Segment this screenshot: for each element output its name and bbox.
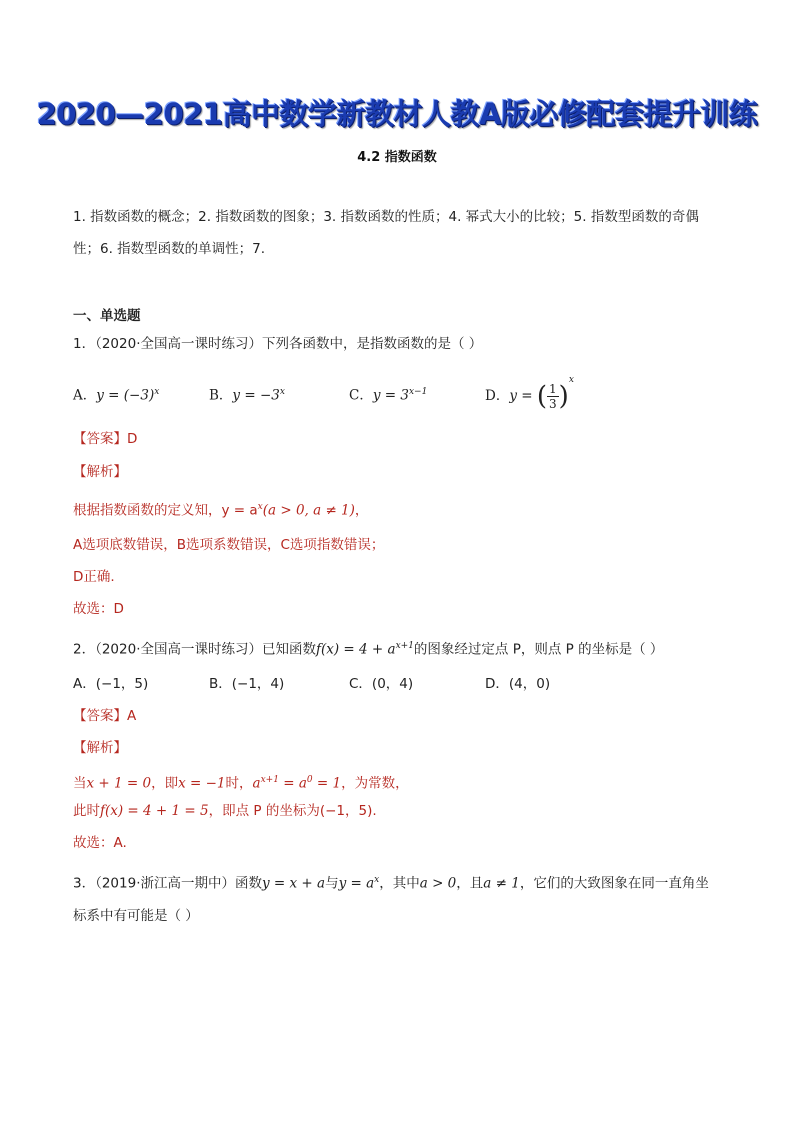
q2-option-b: B．(−1，4) <box>209 676 285 692</box>
q1-answer: 【答案】D <box>73 431 138 447</box>
q1-option-d: D．y = ( $\frac{1}{3})^x$ <box>485 375 574 412</box>
q2-stem: 2．（2020·全国高一课时练习）已知函数$f(x) = 4 + a^{x+1}$的图象经过定点 P，则点 P 的坐标是（ ） <box>73 641 664 658</box>
q1-analysis-label: 【解析】 <box>73 464 127 480</box>
page-title: 2020—2021高中数学新教材人教A版必修配套提升训练 <box>36 97 758 131</box>
q1-analysis-line-1: 根据指数函数的定义知，$y = a^x(a > 0$, a ≠ 1)， <box>73 502 369 519</box>
q2-analysis-label: 【解析】 <box>73 740 127 756</box>
q1-analysis-line-3: D正确. <box>73 569 115 585</box>
section-heading: 一、单选题 <box>73 308 141 324</box>
q3-stem-line-1: 3．（2019·浙江高一期中）函数y = x + a与$y = a^x$，其中a > 0，且a ≠ 1，它们的大致图象在同一直角坐 <box>73 875 709 892</box>
q2-option-c: C．(0，4) <box>349 676 414 692</box>
intro-line-1: 1. 指数函数的概念；2. 指数函数的图象；3. 指数函数的性质；4. 幂式大小的比较；5. 指数型函数的奇偶 <box>73 209 699 225</box>
q1-option-a: A．$y = (-3)^x$ <box>73 387 160 404</box>
q1-analysis-line-2: A选项底数错误，B选项系数错误，C选项指数错误； <box>73 537 385 553</box>
q3-stem-line-2: 标系中有可能是（ ） <box>73 908 199 924</box>
q1-option-b: B．$y = -3^x$ <box>209 387 285 404</box>
page-subtitle: 4.2 指数函数 <box>357 150 437 165</box>
q2-answer: 【答案】A <box>73 708 137 724</box>
fraction-one-third: $\frac{1}{3}$ <box>549 382 557 411</box>
intro-line-2: 性；6. 指数型函数的单调性；7. <box>73 241 266 257</box>
q1-stem: 1．（2020·全国高一课时练习）下列各函数中，是指数函数的是（ ） <box>73 336 483 352</box>
q2-analysis-line-1: 当x + 1 = 0，即x = −1时，$a^{x+1} = a^0 = 1$，为常数， <box>73 775 409 792</box>
q2-choice: 故选：A. <box>73 835 127 851</box>
q1-choice: 故选：D <box>73 601 124 617</box>
q1-option-c: C．$y = 3^{x-1}$ <box>349 387 428 404</box>
q2-option-d: D．(4，0) <box>485 676 551 692</box>
q2-option-a: A．(−1，5) <box>73 676 149 692</box>
q2-analysis-line-2: 此时f(x) = 4 + 1 = 5，即点 P 的坐标为(−1，5). <box>73 803 377 819</box>
